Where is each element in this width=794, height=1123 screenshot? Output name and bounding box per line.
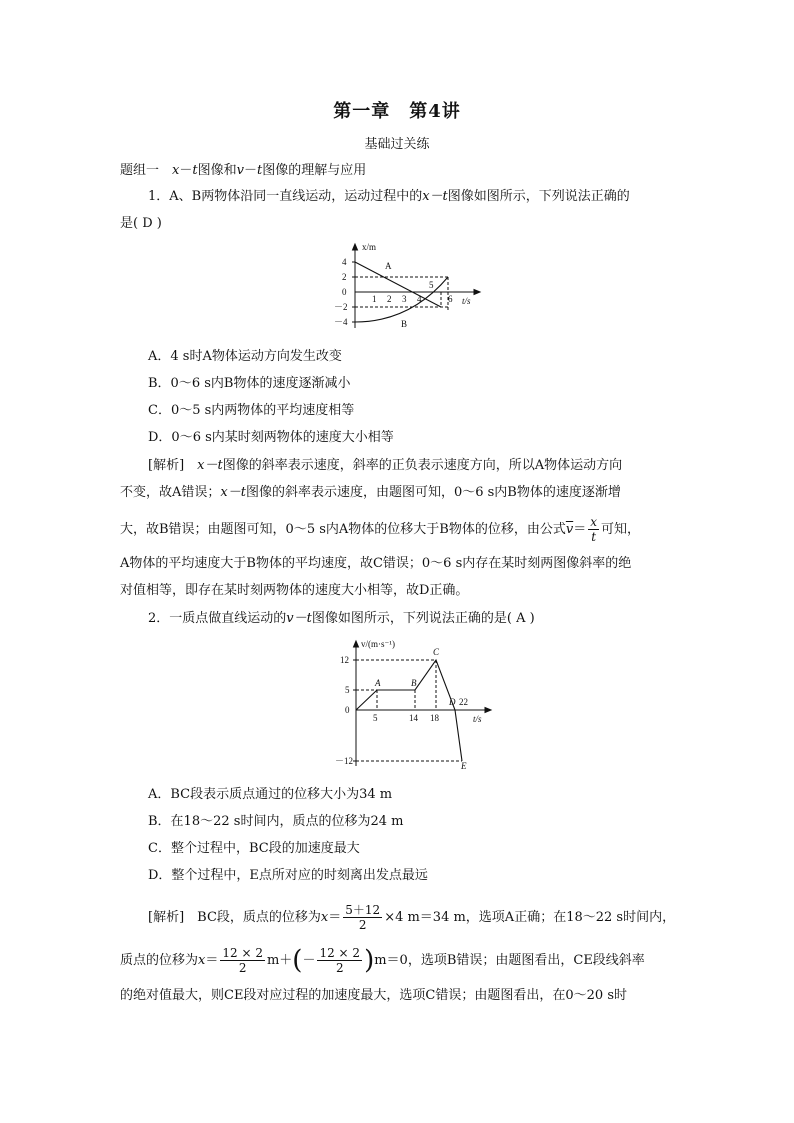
q1-xlabel: t/s <box>462 296 471 306</box>
fraction: $\frac{12 \times 2}{2}$ <box>222 946 263 975</box>
q1-analysis-line5: 对值相等，即存在某时刻两物体的速度大小相等，故D正确。 <box>120 583 469 598</box>
q1-option-a: A．4 s时A物体运动方向发生改变 <box>148 349 342 364</box>
q1-xt-figure <box>330 240 490 332</box>
fraction: $\frac{12 \times 2}{2}$ <box>319 946 361 975</box>
q2-point-e: E <box>461 761 467 771</box>
q1-option-d: D．0～6 s内某时刻两物体的速度大小相等 <box>148 430 394 445</box>
q1-xtick: 6 <box>448 294 453 304</box>
q2-option-b: B．在18～22 s时间内，质点的位移为24 m <box>148 814 404 829</box>
q1-ytick: 4 <box>342 257 347 267</box>
group-heading: 题组一 x－t图像和v－t图像的理解与应用 <box>120 163 367 178</box>
q1-ylabel: x/m <box>362 242 377 252</box>
q1-ytick: －2 <box>334 302 348 312</box>
q2-point-a: A <box>375 678 381 688</box>
q2-xtick: 14 <box>409 713 418 723</box>
q2-ytick: －12 <box>335 756 354 766</box>
q1-ytick: －4 <box>334 317 348 327</box>
q1-xtick: 5 <box>429 280 434 290</box>
q1-stem-cont: 是( D ) <box>120 216 162 231</box>
q1-ytick: 0 <box>342 287 347 297</box>
q1-option-c: C．0～5 s内两物体的平均速度相等 <box>148 403 355 418</box>
q1-analysis-line2: 不变，故A错误；x－t图像的斜率表示速度，由题图可知，0～6 s内B物体的速度逐渐增 <box>120 485 621 500</box>
q1-xtick: 2 <box>387 294 392 304</box>
q2-ytick: 5 <box>345 685 350 695</box>
q2-option-c: C．整个过程中，BC段的加速度最大 <box>148 841 360 856</box>
q2-analysis-line1: [解析] BC段，质点的位移为x＝ $\frac{5+12}{2}$ ×4 m＝34 m，选项A正确；在18～22 s时间内， <box>148 903 676 932</box>
q2-analysis-line2: 质点的位移为x＝ $\frac{12 \times 2}{2}$ m＋(－ $\frac{12 \times 2}{2}$ )m＝0，选项B错误；由题图看出，CE段线斜率 <box>120 945 645 976</box>
q1-stem: 1．A、B两物体沿同一直线运动，运动过程中的x－t图像如图所示，下列说法正确的 <box>148 189 630 204</box>
q1-xtick: 3 <box>402 294 407 304</box>
q2-xtick: 18 <box>430 713 439 723</box>
q2-ytick: 0 <box>345 705 350 715</box>
q2-ylabel: v/(m·s⁻¹) <box>361 639 395 649</box>
q2-point-d: D <box>449 697 456 707</box>
q1-analysis-line1: [解析] x－t图像的斜率表示速度，斜率的正负表示速度方向，所以A物体运动方向 <box>148 458 623 473</box>
q2-point-c: C <box>433 647 440 657</box>
q1-xtick: 1 <box>372 294 377 304</box>
q2-point-b: B <box>411 678 417 688</box>
page-title: 第一章 第4讲 <box>333 101 461 122</box>
fraction: $\frac{x}{t}$ <box>590 515 597 544</box>
section-subtitle: 基础过关练 <box>364 137 430 152</box>
q1-ytick: 2 <box>342 272 347 282</box>
q2-stem: 2．一质点做直线运动的v－t图像如图所示，下列说法正确的是( A ) <box>148 611 535 626</box>
q2-xlabel: t/s <box>473 714 482 724</box>
q1-xtick: 4 <box>417 294 422 304</box>
q1-analysis-line4: A物体的平均速度大于B物体的平均速度，故C错误；0～6 s内存在某时刻两图像斜率的绝 <box>120 556 632 571</box>
q2-xtick: 5 <box>373 713 378 723</box>
q2-analysis-line3: 的绝对值最大，则CE段对应过程的加速度最大，选项C错误；由题图看出，在0～20 s时 <box>120 988 628 1003</box>
q1-label-a: A <box>385 261 392 271</box>
q2-xtick: 22 <box>459 697 468 707</box>
fraction: $\frac{5+12}{2}$ <box>345 903 381 932</box>
q2-option-a: A．BC段表示质点通过的位移大小为34 m <box>148 787 393 802</box>
q1-option-b: B．0～6 s内B物体的速度逐渐减小 <box>148 376 351 391</box>
q2-option-d: D．整个过程中，E点所对应的时刻离出发点最远 <box>148 868 428 883</box>
q1-analysis-line3: 大，故B错误；由题图可知，0～5 s内A物体的位移大于B物体的位移，由公式$\overline{v}=$ $\frac{x}{t}$ 可知， <box>120 515 641 544</box>
q1-label-b: B <box>401 319 408 329</box>
q2-ytick: 12 <box>340 655 349 665</box>
q2-vt-figure <box>325 636 500 771</box>
